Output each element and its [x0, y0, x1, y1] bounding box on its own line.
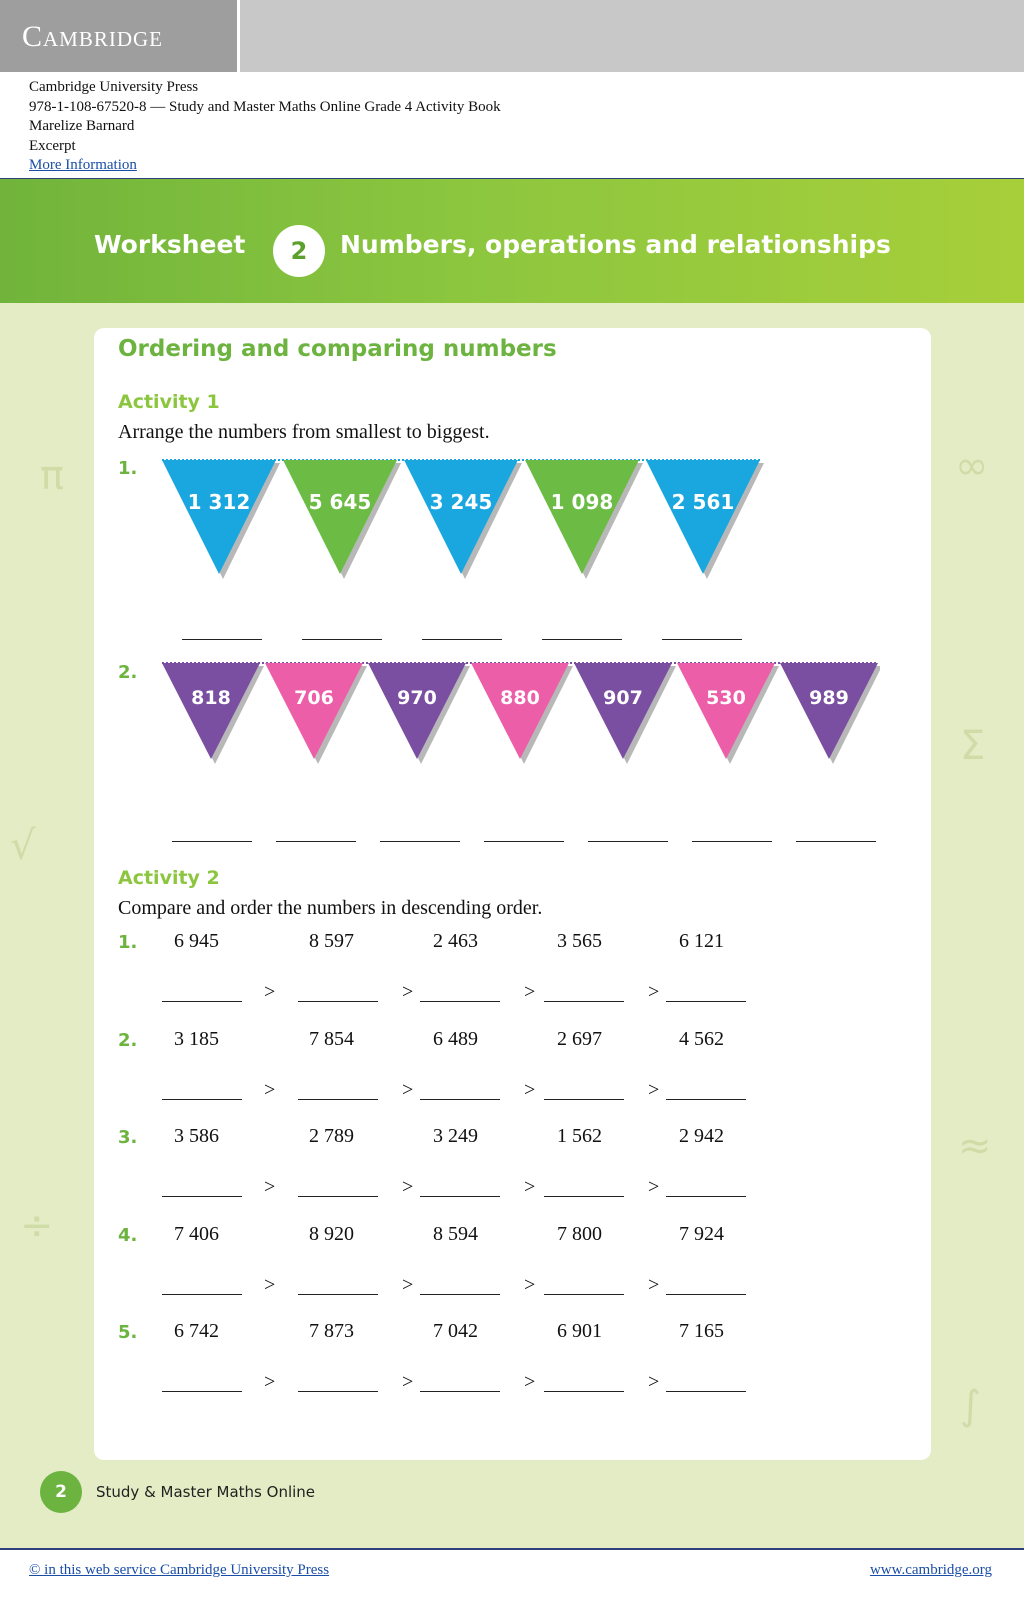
number-to-order: 7 924 — [679, 1222, 724, 1245]
flag-number: 530 — [706, 687, 746, 710]
flag-number: 989 — [809, 687, 849, 710]
bunting-flag — [265, 663, 367, 764]
answer-line[interactable] — [162, 1196, 242, 1197]
decorative-scribble: π — [40, 453, 65, 499]
number-to-order: 3 586 — [174, 1125, 219, 1147]
flag-number: 5 645 — [308, 490, 372, 515]
number-to-order: 6 901 — [557, 1320, 602, 1342]
number-to-order: 8 597 — [309, 930, 354, 952]
answer-line[interactable] — [298, 1391, 378, 1392]
greater-than-symbol: > — [402, 981, 414, 1003]
bunting-flag — [283, 460, 401, 579]
flag-triangle — [525, 460, 639, 574]
answer-line[interactable] — [302, 639, 382, 640]
worksheet-topic: Numbers, operations and relationships — [340, 230, 891, 259]
page-number-badge: 2 — [40, 1471, 82, 1513]
greater-than-symbol: > — [402, 1176, 414, 1198]
activity-1-question-1-number: 1. — [118, 458, 138, 479]
answer-line[interactable] — [420, 1001, 500, 1002]
answer-line[interactable] — [276, 841, 356, 842]
answer-line[interactable] — [298, 1001, 378, 1002]
flag-number: 970 — [397, 687, 437, 710]
number-to-order: 6 121 — [679, 930, 724, 952]
number-to-order: 8 594 — [433, 1222, 478, 1245]
answer-line[interactable] — [666, 1294, 746, 1295]
flag-number: 818 — [191, 687, 231, 710]
answer-line[interactable] — [544, 1196, 624, 1197]
answer-line[interactable] — [172, 841, 252, 842]
number-to-order: 3 185 — [174, 1027, 219, 1050]
footer-divider — [0, 1548, 1024, 1550]
answer-line[interactable] — [544, 1001, 624, 1002]
greater-than-symbol: > — [264, 981, 276, 1003]
bunting-question-1 — [160, 458, 770, 588]
number-to-order: 7 800 — [557, 1222, 602, 1245]
flag-triangle — [265, 663, 363, 759]
greater-than-symbol: > — [524, 1273, 536, 1296]
flag-triangle — [677, 663, 775, 759]
answer-line[interactable] — [420, 1099, 500, 1100]
activity-2-instruction: Compare and order the numbers in descending order. — [118, 897, 543, 919]
flag-number: 3 245 — [429, 490, 493, 515]
publisher-header-bar — [0, 0, 1024, 72]
greater-than-symbol: > — [524, 1078, 536, 1101]
greater-than-symbol: > — [524, 981, 536, 1003]
bunting-flag — [574, 663, 676, 764]
number-to-order: 7 165 — [679, 1320, 724, 1342]
answer-line[interactable] — [162, 1099, 242, 1100]
website-link[interactable]: www.cambridge.org — [869, 1562, 992, 1578]
decorative-scribble: ∞ — [955, 443, 989, 489]
flag-triangle — [162, 663, 260, 759]
bunting-flag — [162, 460, 280, 579]
flag-triangle — [162, 460, 276, 574]
answer-line[interactable] — [666, 1001, 746, 1002]
meta-isbn-title: 978-1-108-67520-8 — Study and Master Maths Online Grade 4 Activity Book — [29, 98, 501, 115]
activity-2-heading: Activity 2 — [118, 867, 220, 889]
greater-than-symbol: > — [648, 1273, 660, 1296]
decorative-scribble: Σ — [960, 723, 986, 769]
number-to-order: 6 742 — [174, 1320, 219, 1342]
flag-number: 907 — [603, 687, 643, 710]
activity-2-row-number: 4. — [118, 1224, 138, 1246]
answer-line[interactable] — [420, 1391, 500, 1392]
bunting-flag — [368, 663, 470, 764]
number-to-order: 7 406 — [174, 1222, 219, 1245]
greater-than-symbol: > — [524, 1371, 536, 1393]
bunting-flag — [471, 663, 573, 764]
greater-than-symbol: > — [648, 981, 660, 1003]
cambridge-logo: Cambridge — [22, 20, 164, 53]
greater-than-symbol: > — [648, 1078, 660, 1101]
answer-line[interactable] — [666, 1391, 746, 1392]
answer-line[interactable] — [542, 639, 622, 640]
greater-than-symbol: > — [402, 1273, 414, 1296]
answer-line[interactable] — [420, 1196, 500, 1197]
activity-2-row-number: 3. — [118, 1127, 138, 1148]
answer-line[interactable] — [298, 1294, 378, 1295]
worksheet-card — [94, 328, 931, 1460]
flag-triangle — [368, 663, 466, 759]
worksheet-banner — [0, 179, 1024, 303]
decorative-scribble: ÷ — [20, 1203, 54, 1249]
bunting-flag — [780, 663, 880, 764]
greater-than-symbol: > — [648, 1176, 660, 1198]
brand-box — [0, 0, 240, 72]
flag-number: 1 312 — [187, 490, 251, 515]
answer-line[interactable] — [162, 1001, 242, 1002]
worksheet-label: Worksheet — [94, 230, 246, 259]
number-to-order: 8 920 — [309, 1222, 354, 1245]
answer-line[interactable] — [420, 1294, 500, 1295]
greater-than-symbol: > — [648, 1371, 660, 1393]
activity-1-heading: Activity 1 — [118, 391, 220, 413]
flag-number: 880 — [500, 687, 540, 710]
bunting-flag — [646, 460, 764, 579]
worksheet-number-badge: 2 — [273, 225, 325, 277]
bunting-flag — [525, 460, 643, 579]
flag-triangle — [404, 460, 518, 574]
flag-number: 706 — [294, 687, 334, 710]
answer-line[interactable] — [544, 1294, 624, 1295]
flag-triangle — [780, 663, 878, 759]
answer-line[interactable] — [162, 1391, 242, 1392]
answer-line[interactable] — [162, 1294, 242, 1295]
answer-line[interactable] — [588, 841, 668, 842]
number-to-order: 3 249 — [433, 1125, 478, 1147]
greater-than-symbol: > — [402, 1371, 414, 1393]
number-to-order: 2 789 — [309, 1125, 354, 1147]
more-information-link[interactable]: More Information — [29, 157, 137, 173]
number-to-order: 7 854 — [309, 1027, 354, 1050]
meta-publisher: Cambridge University Press — [29, 79, 199, 95]
number-to-order: 6 945 — [174, 930, 219, 952]
answer-line[interactable] — [544, 1391, 624, 1392]
footer-book-title: Study & Master Maths Online — [96, 1483, 316, 1501]
number-to-order: 7 042 — [433, 1320, 478, 1342]
book-metadata — [29, 78, 501, 176]
number-to-order: 1 562 — [557, 1125, 602, 1147]
number-to-order: 3 565 — [557, 930, 602, 952]
flag-triangle — [283, 460, 397, 574]
number-to-order: 6 489 — [433, 1027, 478, 1050]
decorative-scribble: ∫ — [960, 1383, 981, 1429]
decorative-scribble: ≈ — [958, 1123, 992, 1169]
activity-2-row-number: 5. — [118, 1322, 138, 1343]
flag-triangle — [574, 663, 672, 759]
answer-line[interactable] — [692, 841, 772, 842]
greater-than-symbol: > — [264, 1176, 276, 1198]
activity-2-row-number: 2. — [118, 1029, 138, 1051]
flag-triangle — [471, 663, 569, 759]
activity-1-instruction: Arrange the numbers from smallest to biggest. — [118, 421, 490, 443]
meta-author: Marelize Barnard — [29, 118, 135, 134]
answer-line[interactable] — [544, 1099, 624, 1100]
flag-number: 1 098 — [550, 490, 614, 515]
answer-line[interactable] — [484, 841, 564, 842]
answer-line[interactable] — [298, 1196, 378, 1197]
answer-line[interactable] — [380, 841, 460, 842]
bunting-flag — [404, 460, 522, 579]
number-to-order: 4 562 — [679, 1027, 724, 1050]
answer-line[interactable] — [182, 639, 262, 640]
answer-line[interactable] — [422, 639, 502, 640]
activity-2-row-number: 1. — [118, 932, 138, 953]
decorative-scribble: √ — [10, 823, 36, 869]
meta-excerpt: Excerpt — [29, 137, 76, 154]
bunting-flag — [162, 663, 264, 764]
flag-triangle — [646, 460, 760, 574]
copyright-link[interactable]: © in this web service Cambridge University Press — [29, 1562, 330, 1578]
greater-than-symbol: > — [402, 1078, 414, 1101]
activity-1-question-2-number: 2. — [118, 662, 138, 683]
number-to-order: 7 873 — [309, 1320, 354, 1342]
greater-than-symbol: > — [264, 1078, 276, 1101]
number-to-order: 2 463 — [433, 930, 478, 952]
answer-line[interactable] — [796, 841, 876, 842]
answer-line[interactable] — [298, 1099, 378, 1100]
answer-line[interactable] — [662, 639, 742, 640]
bunting-question-2 — [160, 661, 880, 773]
bunting-flag — [677, 663, 779, 764]
answer-line[interactable] — [666, 1099, 746, 1100]
section-title: Ordering and comparing numbers — [118, 336, 557, 362]
number-to-order: 2 697 — [557, 1027, 602, 1050]
answer-line[interactable] — [666, 1196, 746, 1197]
number-to-order: 2 942 — [679, 1125, 724, 1147]
flag-number: 2 561 — [671, 490, 735, 515]
greater-than-symbol: > — [264, 1371, 276, 1393]
greater-than-symbol: > — [524, 1176, 536, 1198]
greater-than-symbol: > — [264, 1273, 276, 1296]
